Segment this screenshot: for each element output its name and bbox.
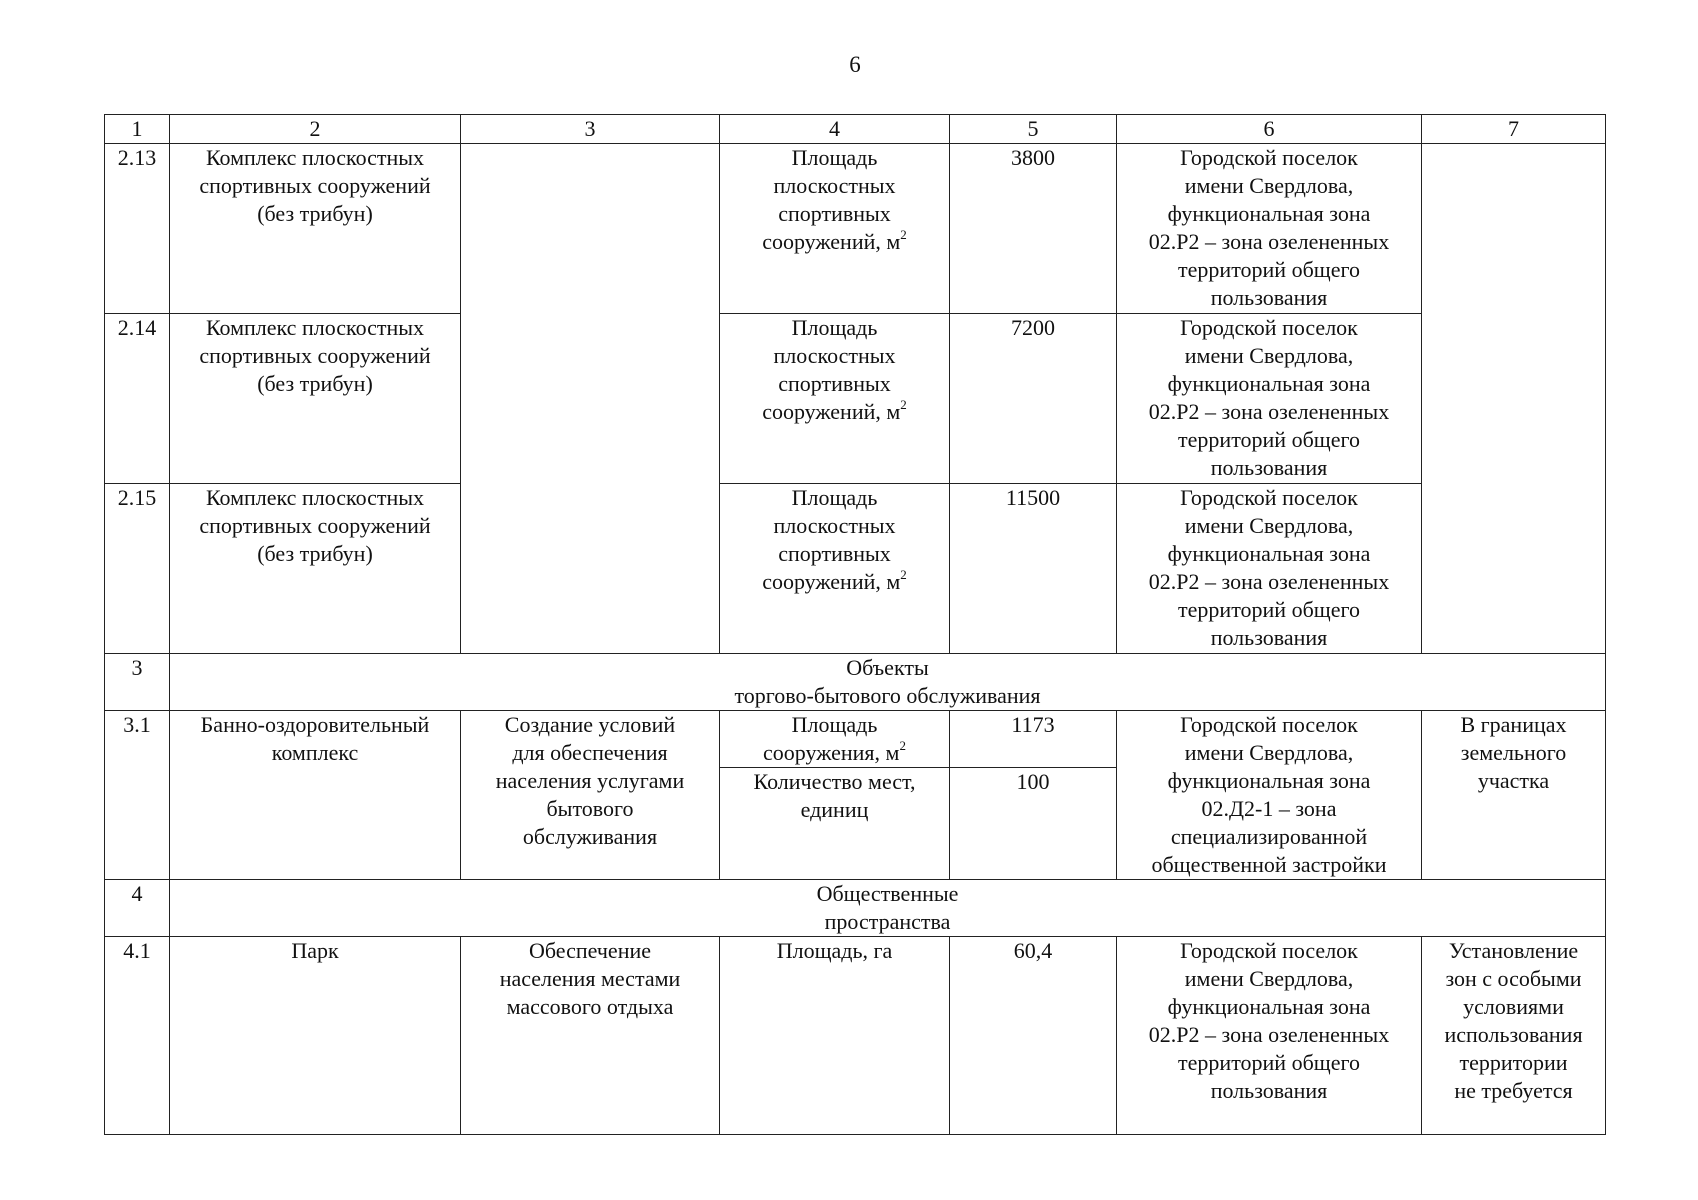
indicator-value: 60,4	[950, 937, 1117, 1135]
indicator-cell	[720, 711, 950, 768]
column-number: 2	[170, 115, 461, 144]
row-number: 2.14	[105, 314, 170, 484]
section-title: Объекты торгово-бытового обслуживания	[170, 654, 1606, 711]
indicator-text: Площадь плоскостных спортивных сооружений, м	[762, 485, 901, 594]
table-row-2-14	[105, 314, 1606, 484]
zones-cell-empty	[1422, 144, 1606, 654]
purpose-cell-empty	[461, 144, 720, 654]
column-number: 3	[461, 115, 720, 144]
indicator-value: 100	[950, 768, 1117, 880]
zones-text: В границах земельного участка	[1422, 711, 1606, 880]
indicator-text: Количество мест, единиц	[720, 768, 950, 880]
column-number: 1	[105, 115, 170, 144]
location-text: Городской поселок имени Свердлова, функциональная зона 02.Р2 – зона озелененных территорий общего пользования	[1117, 144, 1422, 314]
column-number: 5	[950, 115, 1117, 144]
location-text: Городской поселок имени Свердлова, функциональная зона 02.Р2 – зона озелененных территорий общего пользования	[1117, 937, 1422, 1135]
indicator-value: 7200	[950, 314, 1117, 484]
table-row-4-1	[105, 937, 1606, 1135]
indicator-text: Площадь плоскостных спортивных сооружений, м	[762, 315, 901, 424]
indicator-superscript: 2	[900, 227, 907, 242]
indicator-value: 11500	[950, 484, 1117, 654]
location-text: Городской поселок имени Свердлова, функциональная зона 02.Д2-1 – зона специализированной общественной застройки	[1117, 711, 1422, 880]
section-number: 3	[105, 654, 170, 711]
indicator-value: 3800	[950, 144, 1117, 314]
column-number: 4	[720, 115, 950, 144]
object-name: Банно-оздоровительный комплекс	[170, 711, 461, 880]
indicator-cell	[720, 314, 950, 484]
zones-text: Установление зон с особыми условиями использования территории не требуется	[1422, 937, 1606, 1135]
column-number-row	[105, 115, 1606, 144]
row-number: 4.1	[105, 937, 170, 1135]
table-row-2-15	[105, 484, 1606, 654]
page-number: 6	[849, 52, 861, 77]
row-number: 2.15	[105, 484, 170, 654]
object-name: Комплекс плоскостных спортивных сооружений (без трибун)	[170, 484, 461, 654]
row-number: 2.13	[105, 144, 170, 314]
column-number: 6	[1117, 115, 1422, 144]
indicator-text: Площадь плоскостных спортивных сооружений, м	[762, 145, 901, 254]
column-number: 7	[1422, 115, 1606, 144]
indicator-superscript: 2	[899, 738, 906, 753]
section-row-4	[105, 880, 1606, 937]
table-row-3-1	[105, 711, 1606, 768]
location-text: Городской поселок имени Свердлова, функциональная зона 02.Р2 – зона озелененных территорий общего пользования	[1117, 314, 1422, 484]
object-name: Комплекс плоскостных спортивных сооружений (без трибун)	[170, 314, 461, 484]
section-number: 4	[105, 880, 170, 937]
indicator-value: 1173	[950, 711, 1117, 768]
indicator-text: Площадь, га	[720, 937, 950, 1135]
indicator-superscript: 2	[900, 567, 907, 582]
object-name: Парк	[170, 937, 461, 1135]
object-name: Комплекс плоскостных спортивных сооружений (без трибун)	[170, 144, 461, 314]
section-row-3	[105, 654, 1606, 711]
row-number: 3.1	[105, 711, 170, 880]
purpose-text: Создание условий для обеспечения населения услугами бытового обслуживания	[461, 711, 720, 880]
purpose-text: Обеспечение населения местами массового отдыха	[461, 937, 720, 1135]
indicator-text: Площадь сооружения, м	[763, 712, 900, 765]
indicator-superscript: 2	[900, 397, 907, 412]
location-text: Городской поселок имени Свердлова, функциональная зона 02.Р2 – зона озелененных территорий общего пользования	[1117, 484, 1422, 654]
section-title: Общественные пространства	[170, 880, 1606, 937]
indicator-cell	[720, 144, 950, 314]
indicator-cell	[720, 484, 950, 654]
planned-objects-table	[104, 114, 1606, 1135]
table-row-2-13	[105, 144, 1606, 314]
